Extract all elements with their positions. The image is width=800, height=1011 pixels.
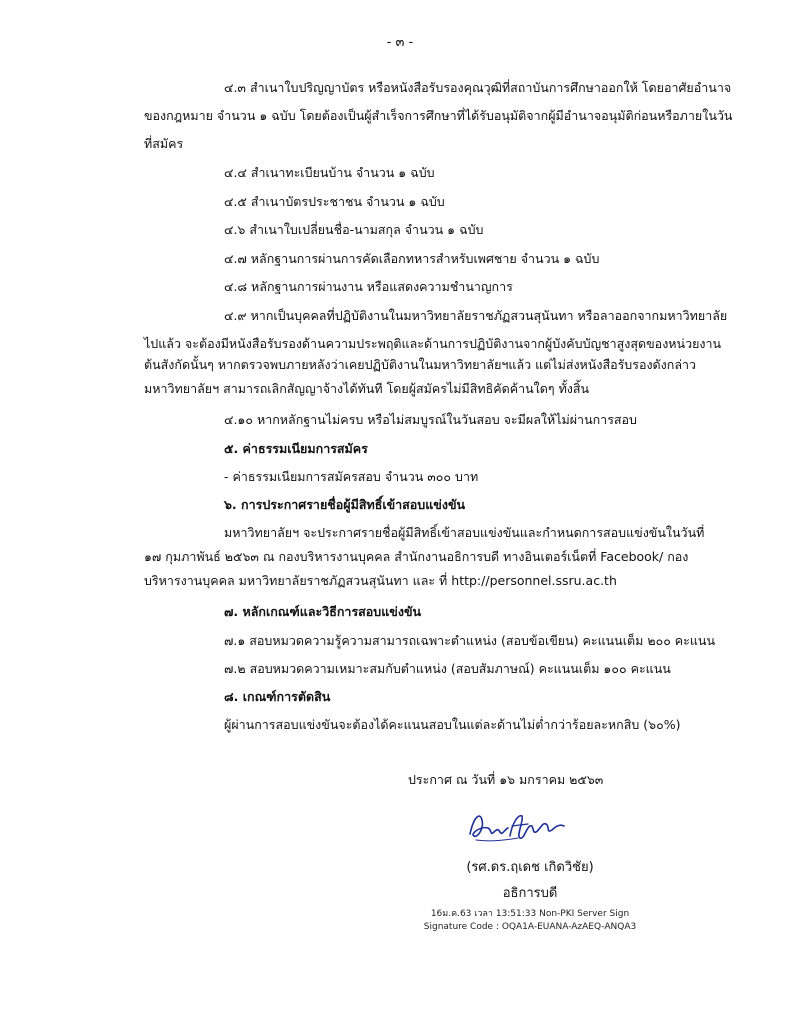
section-7-heading: ๗. หลักเกณฑ์และวิธีการสอบแข่งขัน	[224, 604, 422, 619]
item-4-9-line4: มหาวิทยาลัยฯ สามารถเลิกสัญญาจ้างได้ทันที โดยผู้สมัครไม่มีสิทธิคัดค้านใดๆ ทั้งสิ้น	[144, 381, 590, 396]
section-6-line1: มหาวิทยาลัยฯ จะประกาศรายชื่อผู้มีสิทธิ์เข้าสอบแข่งขันและกำหนดการสอบแข่งขันในวันที่	[224, 525, 705, 540]
section-5-text: - ค่าธรรมเนียมการสมัครสอบ จำนวน ๓๐๐ บาท	[224, 469, 479, 484]
sign-timestamp: 16ม.ค.63 เวลา 13:51:33 Non-PKI Server Sign	[430, 909, 630, 919]
section-8-heading: ๘. เกณฑ์การตัดสิน	[224, 689, 331, 704]
section-7-item-1: ๗.๑ สอบหมวดความรู้ความสามารถเฉพาะตำแหน่ง (สอบข้อเขียน) คะแนนเต็ม ๒๐๐ คะแนน	[224, 633, 716, 648]
section-6-line2: ๑๗ กุมภาพันธ์ ๒๕๖๓ ณ กองบริหารงานบุคคล สำนักงานอธิการบดี ทางอินเตอร์เน็ตที่ Facebook/ กอง	[144, 549, 689, 564]
section-6-heading: ๖. การประกาศรายชื่อผู้มีสิทธิ์เข้าสอบแข่งขัน	[224, 497, 466, 512]
item-4-4: ๔.๔ สำเนาทะเบียนบ้าน จำนวน ๑ ฉบับ	[224, 165, 435, 180]
item-4-3-line3: ที่สมัคร	[144, 136, 184, 151]
handwritten-signature	[462, 806, 572, 848]
item-4-3-line2: ของกฎหมาย จำนวน ๑ ฉบับ โดยต้องเป็นผู้สำเร็จการศึกษาที่ได้รับอนุมัติจากผู้มีอำนาจอนุมัติก่อนหรือภายในวัน	[144, 108, 733, 123]
item-4-5: ๔.๕ สำเนาบัตรประชาชน จำนวน ๑ ฉบับ	[224, 194, 445, 209]
section-5-heading: ๕. ค่าธรรมเนียมการสมัคร	[224, 441, 368, 456]
item-4-7: ๔.๗ หลักฐานการผ่านการคัดเลือกทหารสำหรับเพศชาย จำนวน ๑ ฉบับ	[224, 251, 600, 266]
page-number: - ๓ -	[386, 35, 414, 50]
item-4-3-line1: ๔.๓ สำเนาใบปริญญาบัตร หรือหนังสือรับรองคุณวุฒิที่สถาบันการศึกษาออกให้ โดยอาศัยอำนาจ	[224, 80, 732, 95]
announcement-date: ประกาศ ณ วันที่ ๑๖ มกราคม ๒๕๖๓	[408, 772, 604, 787]
section-8-text: ผู้ผ่านการสอบแข่งขันจะต้องได้คะแนนสอบในแต่ละด้านไม่ต่ำกว่าร้อยละหกสิบ (๖๐%)	[224, 717, 681, 732]
item-4-8: ๔.๘ หลักฐานการผ่านงาน หรือแสดงความชำนาญการ	[224, 279, 513, 294]
item-4-6: ๔.๖ สำเนาใบเปลี่ยนชื่อ-นามสกุล จำนวน ๑ ฉบับ	[224, 222, 484, 237]
signer-name: (รศ.ดร.ฤเดช เกิดวิชัย)	[466, 860, 594, 875]
signer-title: อธิการบดี	[502, 886, 558, 901]
item-4-9-line2: ไปแล้ว จะต้องมีหนังสือรับรองด้านความประพฤติและด้านการปฏิบัติงานจากผู้บังคับบัญชาสูงสุดของหน่วยงาน	[144, 336, 722, 351]
item-4-9-line1: ๔.๙ หากเป็นบุคคลที่ปฏิบัติงานในมหาวิทยาลัยราชภัฏสวนสุนันทา หรือลาออกจากมหาวิทยาลัย	[224, 308, 728, 323]
section-7-item-2: ๗.๒ สอบหมวดความเหมาะสมกับตำแหน่ง (สอบสัมภาษณ์) คะแนนเต็ม ๑๐๐ คะแนน	[224, 661, 671, 676]
item-4-10: ๔.๑๐ หากหลักฐานไม่ครบ หรือไม่สมบูรณ์ในวันสอบ จะมีผลให้ไม่ผ่านการสอบ	[224, 412, 637, 427]
section-6-line3: บริหารงานบุคคล มหาวิทยาลัยราชภัฏสวนสุนันทา และ ที่ http://personnel.ssru.ac.th	[144, 573, 617, 588]
signature-code: Signature Code : OQA1A-EUANA-AzAEQ-ANQA3	[423, 922, 637, 932]
item-4-9-line3: ต้นสังกัดนั้นๆ หากตรวจพบภายหลังว่าเคยปฏิบัติงานในมหาวิทยาลัยฯแล้ว แต่ไม่ส่งหนังสือรับรองดังกล่าว	[144, 357, 697, 372]
